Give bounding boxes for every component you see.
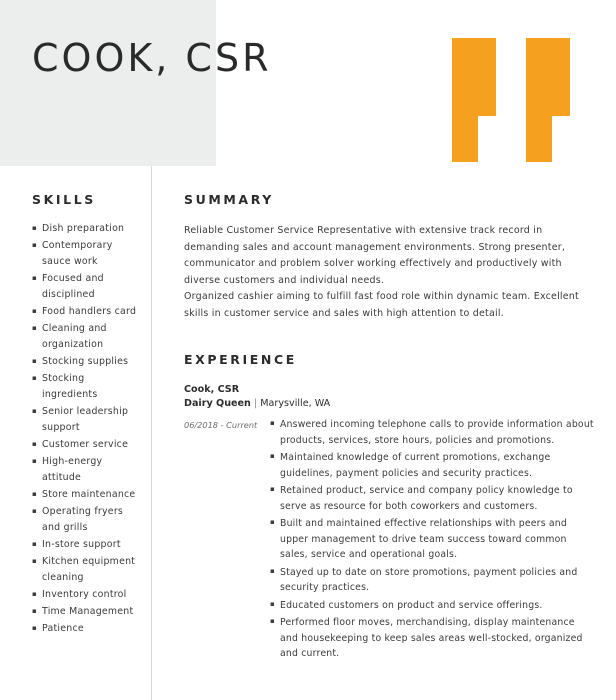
skills-section-title: SKILLS [32,192,96,207]
list-item: ▪ Answered incoming telephone calls to provide information about products, services, store hours, policies and promotions. [270,417,594,448]
list-item: ▪ Performed floor moves, merchandising, display maintenance and housekeeping to keep sales areas well-stocked, organized and current. [270,615,594,662]
main-content [152,166,616,700]
list-item: ▪ Built and maintained effective relationships with peers and upper management to drive team success toward common sales, service and operational goals. [270,516,594,563]
job-separator: | [253,398,258,409]
list-item: ▪ Time Management [32,604,137,620]
skills-sidebar [0,166,152,700]
list-item: ▪ Customer service [32,437,137,453]
resume-header [0,0,616,166]
list-item: ▪ High-energy attitude [32,454,137,486]
list-item: ▪ Senior leadership support [32,404,137,436]
list-item: ▪ Stocking supplies [32,354,137,370]
list-item: ▪ Store maintenance [32,487,137,503]
list-item: ▪ Cleaning and organization [32,321,137,353]
list-item: ▪ Kitchen equipment cleaning [32,554,137,586]
list-item: ▪ Inventory control [32,587,137,603]
resume-body [0,166,616,700]
job-details [184,417,594,664]
summary-section [184,192,594,322]
summary-section-title: SUMMARY [184,192,274,207]
experience-entry [184,383,594,664]
job-role: Cook, CSR [184,384,240,395]
quote-tail-right [526,116,552,162]
job-bullet-list [270,417,594,664]
list-item: ▪ Maintained knowledge of current promotions, exchange guidelines, payment policies and security practices. [270,450,594,481]
list-item: ▪ Contemporary sauce work [32,238,137,270]
list-item: ▪ Stocking ingredients [32,371,137,403]
list-item: ▪ Food handlers card [32,304,137,320]
list-item: ▪ Focused and disciplined [32,271,137,303]
experience-section [184,352,594,664]
summary-paragraph: Reliable Customer Service Representative with extensive track record in demanding sales and account management environments. Strong presenter, communicator and problem solver working effectively and productively with diverse customers and individual needs. [184,225,566,286]
page-title: COOK, CSR [32,36,272,80]
list-item: ▪ In-store support [32,537,137,553]
job-location: Marysville, WA [260,398,331,409]
job-company: Dairy Queen [184,398,251,409]
list-item: ▪ Stayed up to date on store promotions, payment policies and security practices. [270,565,594,596]
experience-section-title: EXPERIENCE [184,352,297,367]
list-item: ▪ Dish preparation [32,221,137,237]
quote-mark-icon [452,38,598,162]
list-item: ▪ Educated customers on product and service offerings. [270,598,594,614]
summary-text [184,223,594,322]
quote-bar-left [452,38,496,116]
job-dates: 06/2018 - Current [184,420,258,430]
list-item: ▪ Operating fryers and grills [32,504,137,536]
list-item: ▪ Patience [32,621,137,637]
summary-paragraph: Organized cashier aiming to fulfill fast food role within dynamic team. Excellent skills in customer service and sales with high attention to detail. [184,291,579,319]
header-background-band [0,0,216,166]
quote-bar-right [526,38,570,116]
skills-list [32,221,137,637]
job-company-line [184,397,594,411]
list-item: ▪ Retained product, service and company policy knowledge to serve as resource for both coworkers and customers. [270,483,594,514]
quote-tail-left [452,116,478,162]
